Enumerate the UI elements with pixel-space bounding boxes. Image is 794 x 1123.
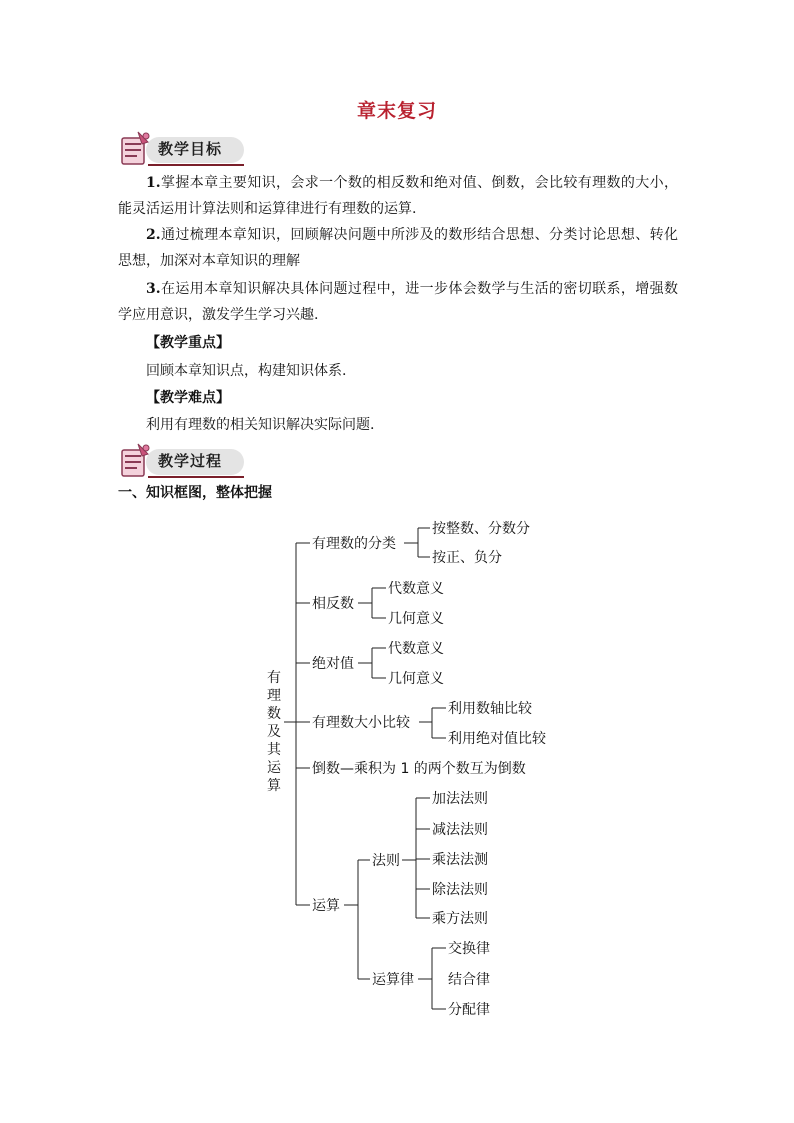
tree-root-char: 数 bbox=[267, 706, 281, 722]
goal-item-3: 3.在运用本章知识解决具体问题过程中，进一步体会数学与生活的密切联系，增强数学应用意识，激发学生学习兴趣. bbox=[118, 281, 678, 323]
key-points-label: 【教学重点】 bbox=[146, 335, 230, 351]
section-title-goals: 教学目标 bbox=[158, 140, 223, 158]
key-points-text: 回顾本章知识点，构建知识体系. bbox=[146, 363, 347, 379]
tree-node-compare: 有理数大小比较 bbox=[312, 715, 410, 731]
tree-root-char: 算 bbox=[267, 778, 281, 794]
tree-node-opp-algebraic: 代数意义 bbox=[388, 581, 444, 597]
tree-node-abs-algebraic: 代数意义 bbox=[388, 641, 444, 657]
tree-node-abs-geometric: 几何意义 bbox=[388, 671, 444, 687]
tree-node-opp-geometric: 几何意义 bbox=[388, 611, 444, 627]
tree-node-rules: 法则 bbox=[372, 853, 400, 869]
tree-node-operations: 运算 bbox=[312, 898, 340, 914]
tree-node-opposite: 相反数 bbox=[312, 596, 354, 612]
tree-node-rule-pow: 乘方法则 bbox=[432, 911, 488, 927]
section-title-process: 教学过程 bbox=[158, 452, 223, 470]
goal-item-2: 2.通过梳理本章知识，回顾解决问题中所涉及的数形结合思想、分类讨论思想、转化思想，加深对本章知识的理解 bbox=[118, 227, 678, 269]
difficulties-text: 利用有理数的相关知识解决实际问题. bbox=[146, 417, 375, 433]
tree-node-law-comm: 交换律 bbox=[448, 941, 490, 957]
tree-node-cmp-axis: 利用数轴比较 bbox=[448, 701, 532, 717]
tree-node-rule-mul: 乘法法测 bbox=[432, 852, 488, 868]
tree-node-class-sign: 按正、负分 bbox=[432, 550, 502, 566]
knowledge-framework-heading: 一、知识框图，整体把握 bbox=[118, 485, 272, 501]
tree-root-char: 运 bbox=[267, 760, 281, 776]
tree-root-char: 有 bbox=[267, 670, 281, 686]
tree-node-laws: 运算律 bbox=[372, 972, 414, 988]
difficulties-label: 【教学难点】 bbox=[146, 390, 230, 406]
tree-node-absolute: 绝对值 bbox=[312, 656, 354, 672]
tree-node-law-dist: 分配律 bbox=[448, 1002, 490, 1018]
tree-node-cmp-abs: 利用绝对值比较 bbox=[448, 731, 546, 747]
tree-node-law-assoc: 结合律 bbox=[448, 972, 490, 988]
tree-node-rule-add: 加法法则 bbox=[432, 791, 488, 807]
tree-node-reciprocal: 倒数—乘积为 1 的两个数互为倒数 bbox=[312, 761, 526, 777]
tree-node-classification: 有理数的分类 bbox=[312, 536, 396, 552]
tree-node-rule-div: 除法法则 bbox=[432, 882, 488, 898]
tree-node-rule-sub: 减法法则 bbox=[432, 822, 488, 838]
tree-node-class-int-frac: 按整数、分数分 bbox=[432, 521, 530, 537]
goal-item-1: 1.掌握本章主要知识，会求一个数的相反数和绝对值、倒数，会比较有理数的大小，能灵活运用计算法则和运算律进行有理数的运算. bbox=[118, 175, 678, 217]
tree-root-char: 其 bbox=[267, 742, 281, 758]
page-title: 章末复习 bbox=[356, 100, 437, 122]
tree-root-char: 理 bbox=[267, 688, 281, 704]
tree-root-char: 及 bbox=[267, 724, 281, 740]
